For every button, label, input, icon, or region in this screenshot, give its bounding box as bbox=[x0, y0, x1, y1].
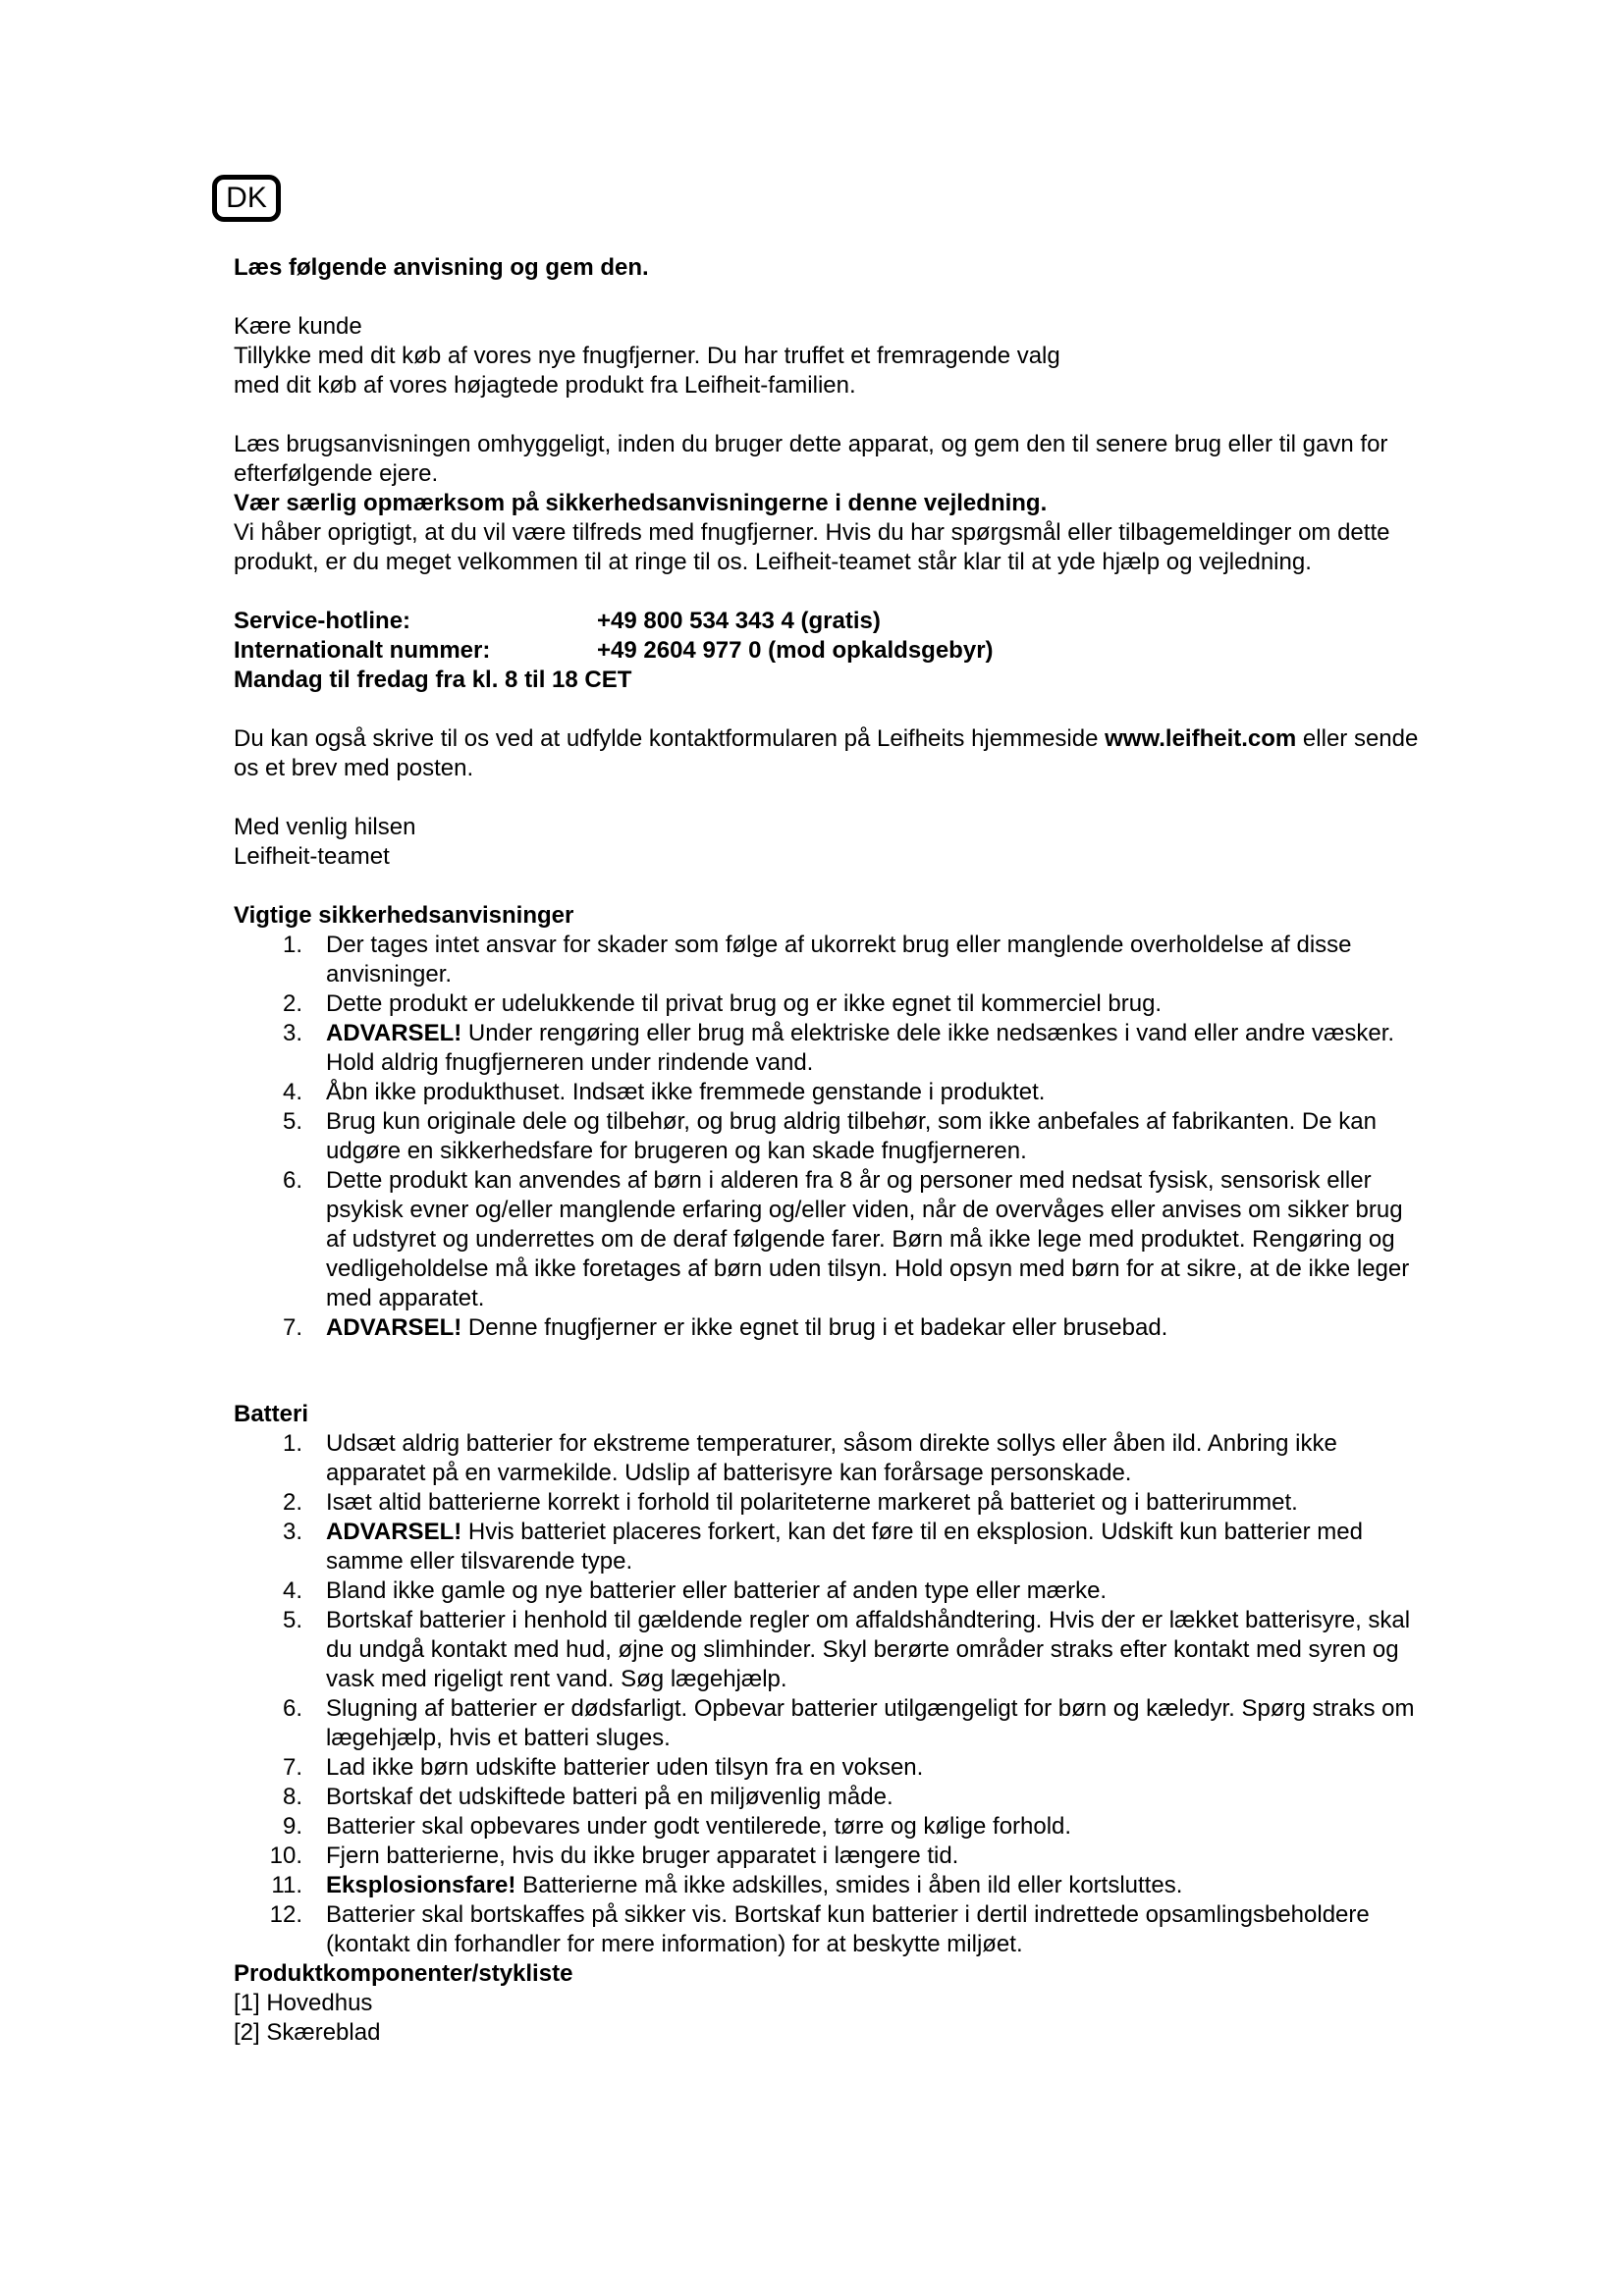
safety-item-number: 4. bbox=[282, 1079, 302, 1105]
safety-item-number: 1. bbox=[282, 932, 302, 958]
battery-item bbox=[234, 1606, 1422, 1694]
battery-item-number: 8. bbox=[282, 1784, 302, 1810]
battery-item-text: Lad ikke børn udskifte batterier uden tilsyn fra en voksen. bbox=[326, 1754, 924, 1781]
hotline-block bbox=[234, 607, 1422, 666]
safety-item-warning: ADVARSEL! bbox=[326, 1314, 462, 1341]
battery-item-number: 6. bbox=[282, 1695, 302, 1722]
battery-item bbox=[234, 1783, 1422, 1812]
contact-text-end: eller sende os et brev med posten. bbox=[234, 725, 1419, 781]
safety-item-number: 5. bbox=[282, 1108, 302, 1135]
safety-item-text: Der tages intet ansvar for skader som følge af ukorrekt brug eller manglende overholdelse af disse anvisninger. bbox=[326, 932, 1352, 988]
battery-item bbox=[234, 1429, 1422, 1488]
document-body bbox=[234, 253, 1422, 2048]
safety-list bbox=[234, 931, 1422, 1343]
service-hotline-label: Service-hotline: bbox=[234, 608, 411, 634]
battery-item-text: Hvis batteriet placeres forkert, kan det føre til en eksplosion. Udskift kun batterier med samme eller tilsvarende type. bbox=[326, 1519, 1363, 1575]
battery-item bbox=[234, 1488, 1422, 1518]
contact-text: Du kan også skrive til os ved at udfylde kontaktformularen på Leifheits hjemmeside bbox=[234, 725, 1106, 752]
battery-item-text: Bortskaf batterier i henhold til gældende regler om affaldshåndtering. Hvis der er lækket batterisyre, skal du undgå kontakt med hud, øjne og slimhinder. Skyl berørte områder straks efter kontakt med syren og vask med rigeligt rent vand. Søg lægehjælp. bbox=[326, 1607, 1411, 1692]
battery-item-text: Isæt altid batterierne korrekt i forhold til polariteterne markeret på batteriet og i batterirummet. bbox=[326, 1489, 1298, 1516]
safety-item-number: 2. bbox=[282, 990, 302, 1017]
safety-item bbox=[234, 931, 1422, 989]
battery-item-text: Batterierne må ikke adskilles, smides i åben ild eller kortsluttes. bbox=[515, 1872, 1183, 1898]
document-heading: Læs følgende anvisning og gem den. bbox=[234, 254, 649, 281]
safety-item-warning: ADVARSEL! bbox=[326, 1020, 462, 1046]
battery-item-text: Bland ikke gamle og nye batterier eller batterier af anden type eller mærke. bbox=[326, 1577, 1108, 1604]
battery-item-text: Fjern batterierne, hvis du ikke bruger apparatet i længere tid. bbox=[326, 1842, 959, 1869]
website-link[interactable]: www.leifheit.com bbox=[1105, 725, 1297, 752]
battery-item-number: 12. bbox=[269, 1901, 302, 1928]
closing-line-1: Med venlig hilsen bbox=[234, 814, 416, 840]
safety-item bbox=[234, 989, 1422, 1019]
battery-item bbox=[234, 1753, 1422, 1783]
battery-item bbox=[234, 1576, 1422, 1606]
safety-item-text: Dette produkt er udelukkende til privat brug og er ikke egnet til kommerciel brug. bbox=[326, 990, 1163, 1017]
safety-item bbox=[234, 1078, 1422, 1107]
safety-item bbox=[234, 1107, 1422, 1166]
battery-item-number: 4. bbox=[282, 1577, 302, 1604]
international-number-label: Internationalt nummer: bbox=[234, 637, 491, 664]
closing-line-2: Leifheit-teamet bbox=[234, 843, 390, 870]
safety-item bbox=[234, 1313, 1422, 1343]
safety-item bbox=[234, 1166, 1422, 1313]
battery-item bbox=[234, 1694, 1422, 1753]
greeting: Kære kunde bbox=[234, 313, 362, 340]
component-item: [1] Hovedhus bbox=[234, 1990, 373, 2016]
battery-item-number: 10. bbox=[269, 1842, 302, 1869]
safety-item-text: Denne fnugfjerner er ikke egnet til brug i et badekar eller brusebad. bbox=[461, 1314, 1168, 1341]
read-manual-paragraph: Læs brugsanvisningen omhyggeligt, inden du bruger dette apparat, og gem den til senere brug eller til gavn for efterfølgende ejere. bbox=[234, 431, 1388, 487]
battery-item-text: Batterier skal opbevares under godt ventilerede, tørre og kølige forhold. bbox=[326, 1813, 1072, 1840]
language-badge: DK bbox=[212, 175, 281, 222]
battery-item-text: Slugning af batterier er dødsfarligt. Opbevar batterier utilgængeligt for børn og kæledyr. Spørg straks om lægehjælp, hvis et batteri sluges. bbox=[326, 1695, 1415, 1751]
battery-item bbox=[234, 1900, 1422, 1959]
hotline-hours: Mandag til fredag fra kl. 8 til 18 CET bbox=[234, 667, 632, 693]
safety-item-text: Dette produkt kan anvendes af børn i alderen fra 8 år og personer med nedsat fysisk, sensorisk eller psykisk evner og/eller manglende erfaring og/eller viden, når de overvåges eller anvises om sikker brug af udstyret og underrettes om de deraf følgende farer. Børn må ikke lege med produktet. Rengøring og vedligeholdelse må ikke foretages af børn uden tilsyn. Hold opsyn med børn for at sikre, at de ikke leger med apparatet. bbox=[326, 1167, 1410, 1311]
battery-item-number: 1. bbox=[282, 1430, 302, 1457]
components-title: Produktkomponenter/stykliste bbox=[234, 1960, 573, 1987]
battery-title: Batteri bbox=[234, 1401, 309, 1427]
safety-item-text: Åbn ikke produkthuset. Indsæt ikke fremmede genstande i produktet. bbox=[326, 1079, 1046, 1105]
service-hotline-number: +49 800 534 343 4 (gratis) bbox=[597, 608, 881, 634]
safety-item-number: 7. bbox=[282, 1314, 302, 1341]
safety-item-text: Under rengøring eller brug må elektriske dele ikke nedsænkes i vand eller andre væsker. Hold aldrig fnugfjerneren under rindende vand. bbox=[326, 1020, 1395, 1076]
component-item: [2] Skæreblad bbox=[234, 2019, 381, 2046]
battery-item-warning: ADVARSEL! bbox=[326, 1519, 462, 1545]
attention-note: Vær særlig opmærksom på sikkerhedsanvisningerne i denne vejledning. bbox=[234, 490, 1048, 516]
battery-item bbox=[234, 1518, 1422, 1576]
battery-list bbox=[234, 1429, 1422, 1959]
battery-item-text: Batterier skal bortskaffes på sikker vis. Bortskaf kun batterier i dertil indrettede opsamlingsbeholdere (kontakt din forhandler for mere information) for at beskytte miljøet. bbox=[326, 1901, 1370, 1957]
battery-item-number: 11. bbox=[271, 1872, 302, 1898]
battery-item-number: 5. bbox=[282, 1607, 302, 1633]
battery-item-text: Udsæt aldrig batterier for ekstreme temperaturer, såsom direkte sollys eller åben ild. Anbring ikke apparatet på en varmekilde. Udslip af batterisyre kan forårsage personskade. bbox=[326, 1430, 1337, 1486]
battery-item-number: 3. bbox=[282, 1519, 302, 1545]
safety-item-number: 6. bbox=[282, 1167, 302, 1194]
battery-item-text: Bortskaf det udskiftede batteri på en miljøvenlig måde. bbox=[326, 1784, 893, 1810]
battery-item-number: 9. bbox=[282, 1813, 302, 1840]
safety-item-text: Brug kun originale dele og tilbehør, og brug aldrig tilbehør, som ikke anbefales af fabrikanten. De kan udgøre en sikkerhedsfare for brugeren og kan skade fnugfjerneren. bbox=[326, 1108, 1377, 1164]
battery-item bbox=[234, 1812, 1422, 1842]
battery-item-number: 2. bbox=[282, 1489, 302, 1516]
international-number: +49 2604 977 0 (mod opkaldsgebyr) bbox=[597, 637, 994, 664]
battery-item bbox=[234, 1871, 1422, 1900]
intro-line-1: Tillykke med dit køb af vores nye fnugfjerner. Du har truffet et fremragende valg bbox=[234, 343, 1060, 369]
battery-item-warning: Eksplosionsfare! bbox=[326, 1872, 516, 1898]
safety-title: Vigtige sikkerhedsanvisninger bbox=[234, 902, 574, 929]
battery-item bbox=[234, 1842, 1422, 1871]
safety-item-number: 3. bbox=[282, 1020, 302, 1046]
feedback-paragraph: Vi håber oprigtigt, at du vil være tilfreds med fnugfjerner. Hvis du har spørgsmål eller tilbagemeldinger om dette produkt, er du meget velkommen til at ringe til os. Leifheit-teamet står klar til at yde hjælp og vejledning. bbox=[234, 519, 1390, 575]
intro-line-2: med dit køb af vores højagtede produkt fra Leifheit-familien. bbox=[234, 372, 856, 399]
contact-paragraph bbox=[234, 724, 1422, 783]
battery-item-number: 7. bbox=[282, 1754, 302, 1781]
safety-item bbox=[234, 1019, 1422, 1078]
